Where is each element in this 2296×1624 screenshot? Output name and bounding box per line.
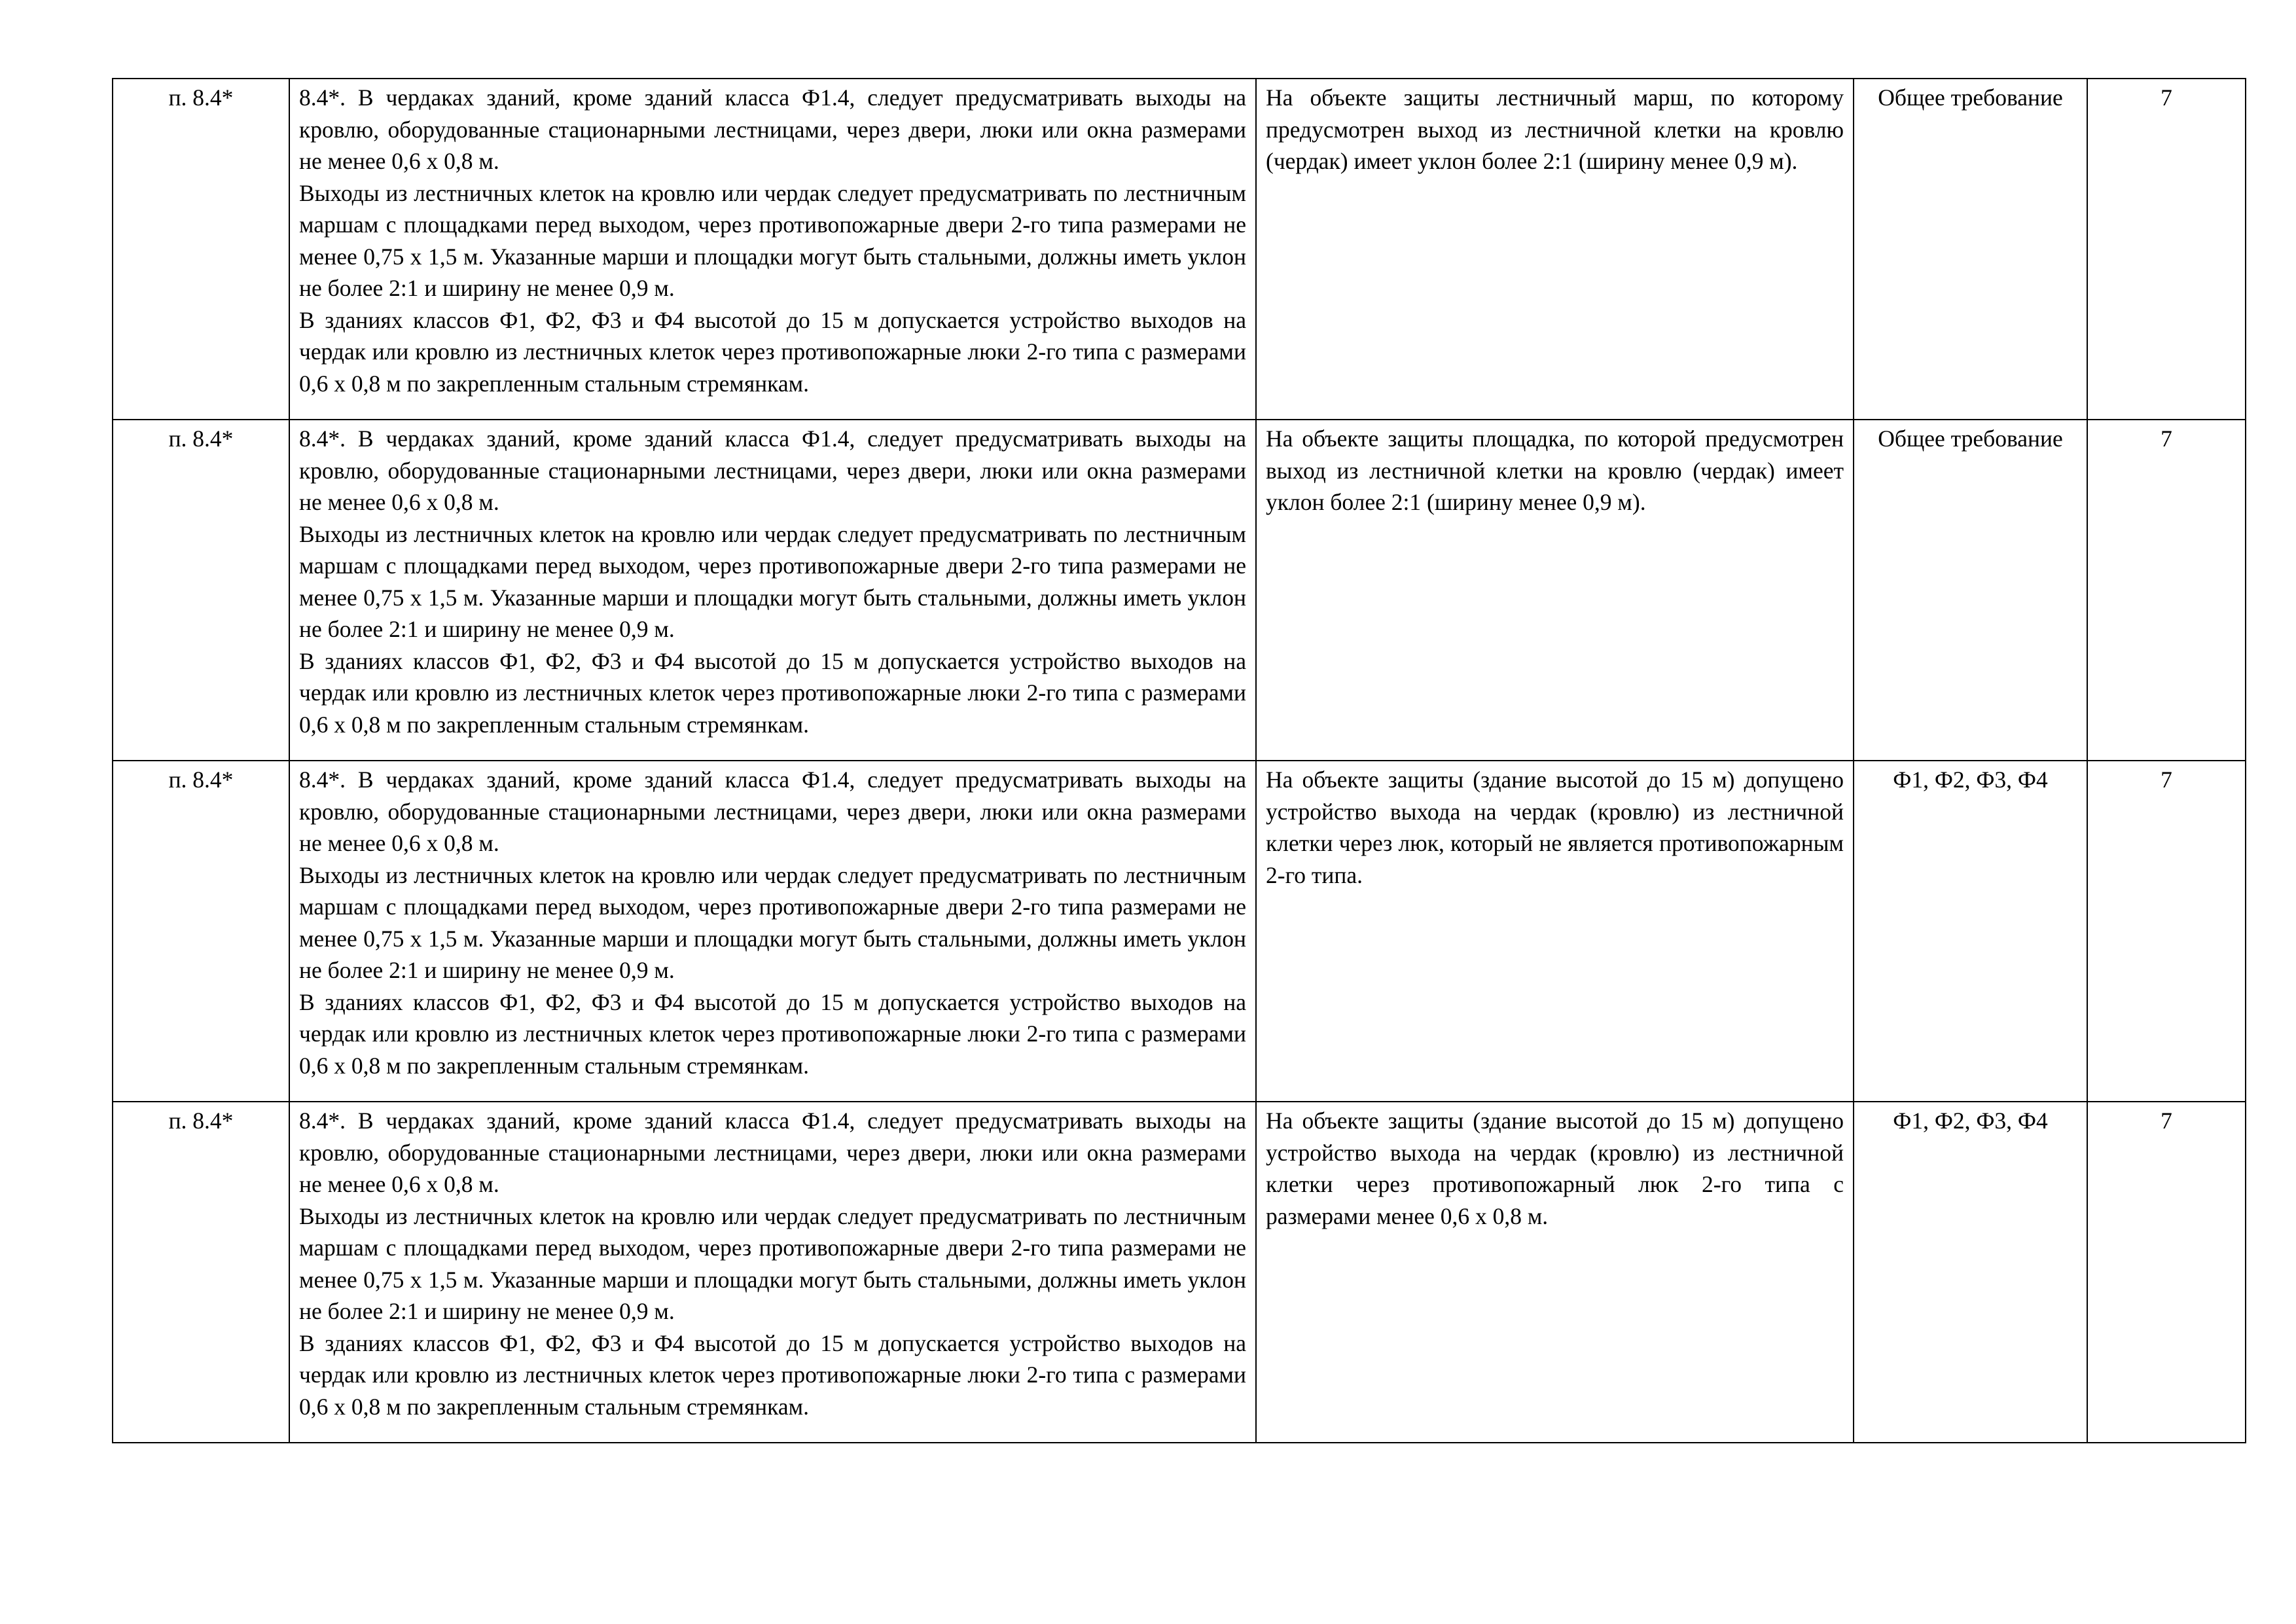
violation-description-cell: На объекте защиты (здание высотой до 15 м) допущено устройство выхода на чердак (кровлю) из лестничной клетки через люк, который не является противопожарным 2-го типа.	[1256, 761, 1854, 1102]
building-class-cell: Ф1, Ф2, Ф3, Ф4	[1854, 1102, 2087, 1443]
requirement-paragraph: В зданиях классов Ф1, Ф2, Ф3 и Ф4 высотой до 15 м допускается устройство выходов на чердак или кровлю из лестничных клеток через противопожарные люки 2-го типа с размерами 0,6 х 0,8 м по закрепленным стальным стремянкам.	[299, 988, 1246, 1079]
number-cell: 7	[2087, 761, 2246, 1102]
table-row	[113, 79, 2246, 420]
requirement-paragraph: Выходы из лестничных клеток на кровлю или чердак следует предусматривать по лестничным маршам с площадками перед выходом, через противопожарные двери 2-го типа размерами не менее 0,75 х 1,5 м. Указанные марши и площадки могут быть стальными, должны иметь уклон не более 2:1 и ширину не менее 0,9 м.	[299, 520, 1246, 642]
requirement-paragraph: В зданиях классов Ф1, Ф2, Ф3 и Ф4 высотой до 15 м допускается устройство выходов на чердак или кровлю из лестничных клеток через противопожарные люки 2-го типа с размерами 0,6 х 0,8 м по закрепленным стальным стремянкам.	[299, 306, 1246, 397]
table-row	[113, 420, 2246, 761]
requirement-paragraph: 8.4*. В чердаках зданий, кроме зданий класса Ф1.4, следует предусматривать выходы на кровлю, оборудованные стационарными лестницами, через двери, люки или окна размерами не менее 0,6 х 0,8 м.	[299, 1108, 1246, 1197]
number-cell: 7	[2087, 79, 2246, 420]
building-class-cell: Ф1, Ф2, Ф3, Ф4	[1854, 761, 2087, 1102]
number-cell: 7	[2087, 420, 2246, 761]
number-cell: 7	[2087, 1102, 2246, 1443]
requirement-paragraph: 8.4*. В чердаках зданий, кроме зданий класса Ф1.4, следует предусматривать выходы на кровлю, оборудованные стационарными лестницами, через двери, люки или окна размерами не менее 0,6 х 0,8 м.	[299, 425, 1246, 515]
requirement-text-cell	[289, 1102, 1256, 1443]
requirement-paragraph: В зданиях классов Ф1, Ф2, Ф3 и Ф4 высотой до 15 м допускается устройство выходов на чердак или кровлю из лестничных клеток через противопожарные люки 2-го типа с размерами 0,6 х 0,8 м по закрепленным стальным стремянкам.	[299, 647, 1246, 738]
requirements-table	[112, 78, 2246, 1443]
requirement-paragraph: Выходы из лестничных клеток на кровлю или чердак следует предусматривать по лестничным маршам с площадками перед выходом, через противопожарные двери 2-го типа размерами не менее 0,75 х 1,5 м. Указанные марши и площадки могут быть стальными, должны иметь уклон не более 2:1 и ширину не менее 0,9 м.	[299, 1202, 1246, 1324]
requirement-paragraph: 8.4*. В чердаках зданий, кроме зданий класса Ф1.4, следует предусматривать выходы на кровлю, оборудованные стационарными лестницами, через двери, люки или окна размерами не менее 0,6 х 0,8 м.	[299, 84, 1246, 174]
requirement-paragraph: Выходы из лестничных клеток на кровлю или чердак следует предусматривать по лестничным маршам с площадками перед выходом, через противопожарные двери 2-го типа размерами не менее 0,75 х 1,5 м. Указанные марши и площадки могут быть стальными, должны иметь уклон не более 2:1 и ширину не менее 0,9 м.	[299, 179, 1246, 301]
requirement-paragraph: В зданиях классов Ф1, Ф2, Ф3 и Ф4 высотой до 15 м допускается устройство выходов на чердак или кровлю из лестничных клеток через противопожарные люки 2-го типа с размерами 0,6 х 0,8 м по закрепленным стальным стремянкам.	[299, 1329, 1246, 1420]
requirement-text-cell	[289, 420, 1256, 761]
building-class-cell: Общее требование	[1854, 420, 2087, 761]
clause-cell: п. 8.4*	[113, 420, 289, 761]
table-row	[113, 1102, 2246, 1443]
clause-cell: п. 8.4*	[113, 761, 289, 1102]
violation-description-cell: На объекте защиты лестничный марш, по которому предусмотрен выход из лестничной клетки на кровлю (чердак) имеет уклон более 2:1 (ширину менее 0,9 м).	[1256, 79, 1854, 420]
violation-description-cell: На объекте защиты площадка, по которой предусмотрен выход из лестничной клетки на кровлю (чердак) имеет уклон более 2:1 (ширину менее 0,9 м).	[1256, 420, 1854, 761]
requirement-text-cell	[289, 761, 1256, 1102]
requirement-paragraph: 8.4*. В чердаках зданий, кроме зданий класса Ф1.4, следует предусматривать выходы на кровлю, оборудованные стационарными лестницами, через двери, люки или окна размерами не менее 0,6 х 0,8 м.	[299, 767, 1246, 856]
clause-cell: п. 8.4*	[113, 79, 289, 420]
table-row	[113, 761, 2246, 1102]
requirement-text-cell	[289, 79, 1256, 420]
building-class-cell: Общее требование	[1854, 79, 2087, 420]
violation-description-cell: На объекте защиты (здание высотой до 15 м) допущено устройство выхода на чердак (кровлю) из лестничной клетки через противопожарный люк 2-го типа с размерами менее 0,6 х 0,8 м.	[1256, 1102, 1854, 1443]
clause-cell: п. 8.4*	[113, 1102, 289, 1443]
requirement-paragraph: Выходы из лестничных клеток на кровлю или чердак следует предусматривать по лестничным маршам с площадками перед выходом, через противопожарные двери 2-го типа размерами не менее 0,75 х 1,5 м. Указанные марши и площадки могут быть стальными, должны иметь уклон не более 2:1 и ширину не менее 0,9 м.	[299, 861, 1246, 983]
